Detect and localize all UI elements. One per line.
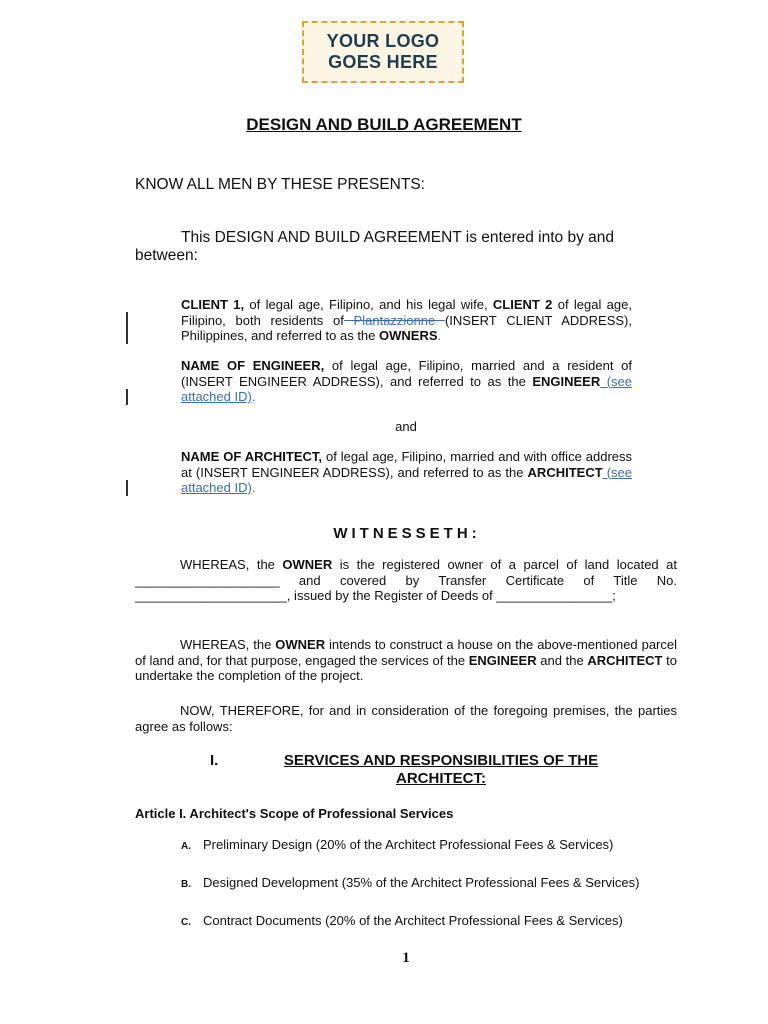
client-text: (INSERT CLIENT ADDRESS), Philippines, and referred to as the xyxy=(181,312,632,343)
deleted-text: Plantazzionne xyxy=(343,312,445,328)
revision-bar xyxy=(126,480,128,496)
engineer-text: of legal age, Filipino, married and a resident of (INSERT ENGINEER ADDRESS), and referred to as the xyxy=(181,358,632,389)
architect-name-label: NAME OF ARCHITECT, xyxy=(181,449,323,464)
logo-line-1: YOUR LOGO xyxy=(326,31,440,51)
page-number: 1 xyxy=(402,950,410,966)
revision-bar xyxy=(126,312,128,344)
owners-label: OWNERS xyxy=(379,328,438,343)
engineer-role-label: ENGINEER xyxy=(532,373,601,389)
section-title: SERVICES AND RESPONSIBILITIES OF THE ARCHITECT: xyxy=(283,752,599,787)
whereas-text: intends to construct a house on the above-mentioned parcel of land and, for that purpose, engaged the services of the xyxy=(135,637,677,668)
now-therefore-paragraph xyxy=(135,703,677,734)
engineer-party-paragraph xyxy=(181,358,632,405)
know-all-men-heading: KNOW ALL MEN BY THESE PRESENTS: xyxy=(135,176,425,193)
whereas-text: WHEREAS, the xyxy=(180,557,283,572)
list-item-text: Designed Development (35% of the Architect Professional Fees & Services) xyxy=(203,875,640,890)
whereas-text: WHEREAS, the xyxy=(180,637,276,652)
intro-paragraph xyxy=(135,229,678,265)
whereas-paragraph-2 xyxy=(135,637,677,684)
architect-text: of legal age, Filipino, married and with office address at (INSERT ENGINEER ADDRESS), and referred to as the xyxy=(181,449,632,480)
article-heading: Article I. Architect's Scope of Professional Services xyxy=(135,806,454,821)
engineer-name-label: NAME OF ENGINEER, xyxy=(181,358,325,373)
revision-bar xyxy=(126,389,128,405)
list-item-text: Preliminary Design (20% of the Architect Professional Fees & Services) xyxy=(203,837,614,852)
architect-party-paragraph xyxy=(181,449,632,496)
whereas-text: to undertake the completion of the project. xyxy=(135,652,677,683)
intro-text: This DESIGN AND BUILD AGREEMENT is entered into by and between: xyxy=(135,229,615,264)
list-item-letter: B. xyxy=(181,879,191,890)
logo-line-2: GOES HERE xyxy=(328,52,438,72)
list-item-letter: A. xyxy=(181,841,191,852)
revision-mark: . xyxy=(437,328,442,343)
architect-id-link[interactable]: (see attached ID) xyxy=(181,464,632,495)
section-number: I. xyxy=(210,752,219,769)
now-therefore-text: NOW, THEREFORE, for and in consideration of the foregoing premises, the parties agree as follows: xyxy=(135,703,677,734)
revision-mark: . xyxy=(251,389,256,404)
document-title: DESIGN AND BUILD AGREEMENT xyxy=(246,115,522,134)
whereas-text: is the registered owner of a parcel of land located at ____________________ and covered by Transfer Certificate of Title No. _____________________, issued by the Register of Deeds of ________________; xyxy=(135,557,677,603)
whereas-paragraph-1 xyxy=(135,557,677,604)
whereas-text: and the xyxy=(536,652,588,668)
architect-role-label: ARCHITECT xyxy=(527,464,603,480)
list-item-letter: C. xyxy=(181,917,191,928)
logo-placeholder xyxy=(302,21,464,83)
client-text: of legal age, Filipino, both residents of xyxy=(181,297,632,328)
and-connector: and xyxy=(395,419,417,434)
architect-label: ARCHITECT xyxy=(587,652,663,668)
client-party-paragraph xyxy=(181,297,632,344)
engineer-id-link[interactable]: (see attached ID) xyxy=(181,373,633,404)
list-item-text: Contract Documents (20% of the Architect Professional Fees & Services) xyxy=(203,913,623,928)
owner-label: OWNER xyxy=(275,637,326,652)
owner-label: OWNER xyxy=(282,557,333,572)
client-text: of legal age, Filipino, and his legal wife, xyxy=(244,297,493,312)
engineer-label: ENGINEER xyxy=(468,652,537,668)
witnesseth-heading: WITNESSETH: xyxy=(333,525,481,542)
client-2-label: CLIENT 2 xyxy=(492,297,553,312)
revision-mark: . xyxy=(251,480,256,495)
client-1-label: CLIENT 1, xyxy=(181,297,245,312)
